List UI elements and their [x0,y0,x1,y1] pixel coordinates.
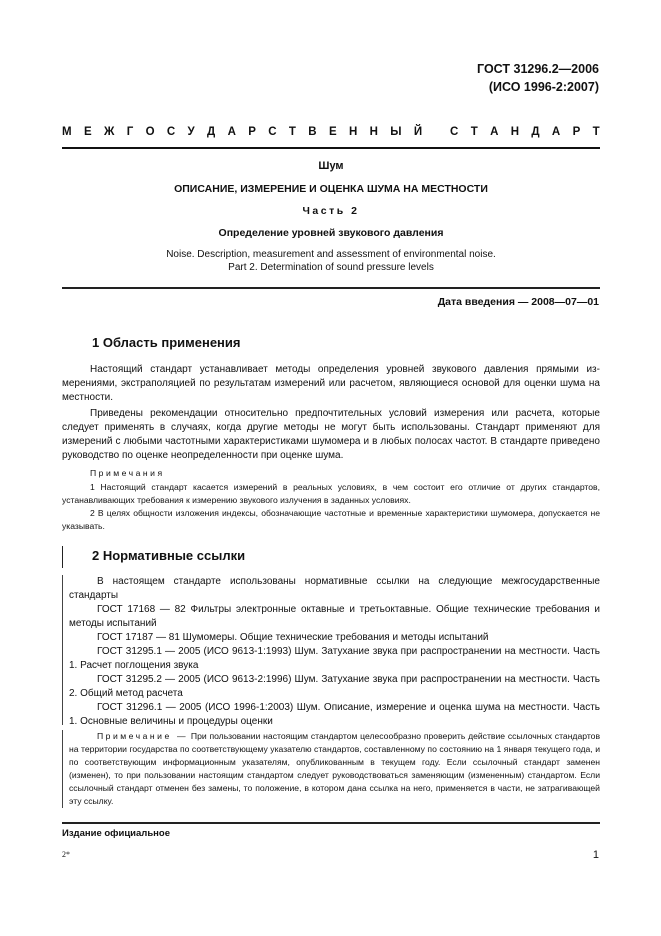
title-topic: Шум [318,160,344,172]
footer-rule [62,822,600,824]
banner-letter: С [450,126,459,138]
title-english-1: Noise. Description, measurement and assessment of environmental noise. [166,249,496,260]
title-english-2: Part 2. Determination of sound pressure levels [228,262,434,273]
banner-letter: С [268,126,277,138]
banner-letter: А [551,126,561,138]
reference-item: ГОСТ 17168 — 82 Фильтры электронные октавные и третьоктавные. Общие технические требования и методы испытаний [69,604,600,629]
reference-item: ГОСТ 31295.2 — 2005 (ИСО 9613-2:1996) Шум. Затухание звука при распространении на местности. Часть 2. Общий метод расчета [69,674,600,699]
banner-gap [434,126,437,138]
title-rule [62,287,600,289]
iso-number: (ИСО 1996-2:2007) [488,80,599,94]
section-2-heading: 2 Нормативные ссылки [92,548,246,563]
banner-letter: Й [413,126,423,138]
references-note-text: При пользовании настоящим стандартом целесообразно проверить действие ссылочных стандартов на территории государства по соответствующему указателю стандартов, составленному по состоянию на 1 января текущего года, и по соответствующим информационным указателям, опубликованным в текущем году. Если ссылочный стандарт заменен (изменен), то при пользовании настоящим стандартом следует руководствоваться заменяющим (измененным) стандартом. Если ссылочный стандарт отменен без замены, то положение, в котором дана ссылка на него, применяется в части, не затрагивающей эту ссылку. [69,731,601,806]
banner-letter: А [490,126,499,138]
section-1-paragraph-2: Приведены рекомендации относительно предпочтительных условий измерения или расчета, которые следует применять в случаях, когда другие методы не могут быть использованы. Стандарт применяют для измерений с любыми частотными характеристиками шумомера и в любых полосах частот. В стандарте приведено руководство по оценке неопределенности при оценке шума. [62,408,600,461]
references-note [69,730,600,808]
banner-letter: А [227,126,236,138]
references-intro: В настоящем стандарте использованы нормативные ссылки на следующие межгосударственные стандарты [69,576,600,601]
reference-item: ГОСТ 31295.1 — 2005 (ИСО 9613-1:1993) Шум. Затухание звука при распространении на местности. Часть 1. Расчет поглощения звука [69,646,600,671]
banner-letter: М [62,126,72,138]
banner-letter: Т [592,126,600,138]
official-edition: Издание официальное [62,828,170,839]
title-subtitle: Определение уровней звукового давления [218,227,444,239]
banner-letter: Р [572,126,581,138]
banner-letter: О [145,126,155,138]
banner-letter: Н [510,126,520,138]
banner-letter: У [187,126,195,138]
reference-item: ГОСТ 17187 — 81 Шумомеры. Общие технические требования и методы испытаний [97,632,489,643]
page-number: 1 [592,849,599,861]
title-main: ОПИСАНИЕ, ИЗМЕРЕНИЕ И ОЦЕНКА ШУМА НА МЕСТНОСТИ [174,183,488,195]
gost-number: ГОСТ 31296.2—2006 [477,62,599,76]
banner-letter: Д [207,126,216,138]
references-block [62,575,600,725]
section-1-heading: 1 Область применения [92,335,241,350]
banner-letter: Р [248,126,256,138]
title-part: Часть 2 [302,205,360,217]
references-note-block [62,730,600,808]
banner-letter: Н [348,126,358,138]
banner-letter: Ы [390,126,402,138]
banner-letter: Т [470,126,478,138]
banner-letter: Г [126,126,134,138]
banner-letter: Е [328,126,337,138]
section-1-note-1: 1 Настоящий стандарт касается измерений в реальных условиях, в чем состоит его отличие от других стандартов, устанавливающих требования к измерению звукового излучения в заданных условиях. [62,482,600,505]
section-1-note-2: 2 В целях общности изложения индексы, обозначающие частотные и временные характеристики шумомера, допускается не указывать. [62,508,600,531]
banner-letter: С [166,126,176,138]
banner-letter: Е [83,126,92,138]
section-1-paragraph-1: Настоящий стандарт устанавливает методы определения уровней звукового давления прямыми измерениями, экстраполяцией по результатам измерений или расчетом, являющиеся основой для оценки шума на местности. [62,364,600,403]
interstate-standard-banner [62,126,600,138]
reference-item: ГОСТ 31296.1 — 2005 (ИСО 1996-1:2003) Шум. Описание, измерение и оценка шума на местности. Часть 1. Основные величины и процедуры оценки [69,702,600,727]
introduction-date: Дата введения — 2008—07—01 [437,296,599,308]
banner-letter: Д [531,126,540,138]
section-1-notes-label: Примечания [90,468,165,478]
section-2-marker [62,546,63,568]
header-rule [62,147,600,149]
banner-letter: Н [369,126,378,138]
references-note-label: Примечание — [97,731,189,741]
banner-letter: Ж [103,126,115,138]
banner-letter: В [308,126,317,138]
document-code [477,60,599,96]
sheet-signature: 2* [62,850,70,859]
banner-letter: Т [288,126,296,138]
